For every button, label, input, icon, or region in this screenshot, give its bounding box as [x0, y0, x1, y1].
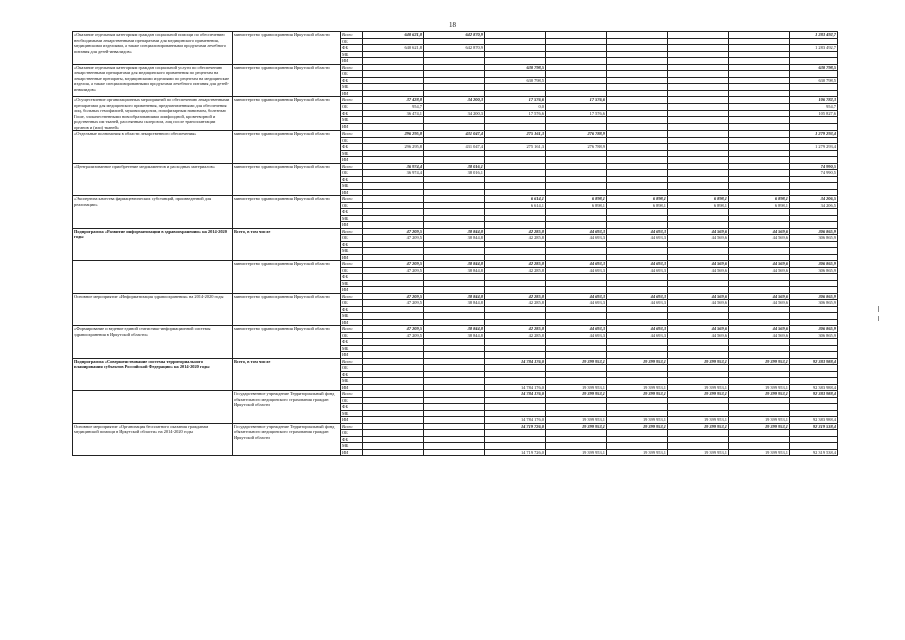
scan-mark — [878, 306, 879, 312]
year-amount-cell: 38 844,8 — [424, 235, 485, 242]
year-amount-cell: 34 200,3 — [424, 110, 485, 117]
year-amount-cell — [546, 117, 607, 124]
year-amount-cell: 36 974,4 — [363, 170, 424, 177]
total-cell: 306 865,9 — [790, 326, 838, 333]
responsible-executor: министерство здравоохранения Иркутской области — [233, 64, 341, 97]
year-amount-cell: 6 898,1 — [668, 196, 729, 203]
year-amount-cell: 642 870,9 — [424, 45, 485, 52]
total-cell: 92 319 538,4 — [790, 423, 838, 430]
responsible-executor: министерство здравоохранения Иркутской области — [233, 163, 341, 196]
year-amount-cell: 14 784 176,0 — [485, 391, 546, 398]
responsible-executor: министерство здравоохранения Иркутской области — [233, 196, 341, 229]
funding-source: ФБ — [341, 144, 363, 151]
year-amount-cell: 34 200,3 — [424, 97, 485, 104]
year-amount-cell — [729, 110, 790, 117]
year-amount-cell — [729, 97, 790, 104]
year-amount-cell: 38 844,8 — [424, 228, 485, 235]
year-amount-cell: 19 399 953,1 — [668, 358, 729, 365]
funding-source: ОБ — [341, 103, 363, 110]
funding-source: МБ — [341, 410, 363, 417]
year-amount-cell: 44 693,3 — [546, 261, 607, 268]
funding-source: ФБ — [341, 241, 363, 248]
year-amount-cell: 17 576,6 — [546, 110, 607, 117]
funding-source: ФБ — [341, 209, 363, 216]
year-amount-cell: 42 285,8 — [485, 261, 546, 268]
measure-description — [73, 261, 233, 294]
funding-source: МБ — [341, 378, 363, 385]
year-amount-cell: 47 209,5 — [363, 293, 424, 300]
year-amount-cell: 44 569,6 — [729, 261, 790, 268]
funding-source: Всего — [341, 97, 363, 104]
year-amount-cell — [546, 103, 607, 110]
year-amount-cell: 38 844,8 — [424, 300, 485, 307]
year-amount-cell — [363, 117, 424, 124]
measure-description: «Оказание отдельным категориям граждан социальной услуги по обеспечению лекарственными препаратами для медицинского применения по рецептам на лекарственные препараты, медицинскими изделиями по рецептам на медицинские изделия, а также специализированными продуктами лечебного питания для детей-инвалидов» — [73, 64, 233, 97]
total-cell: 106 782,3 — [790, 97, 838, 104]
year-amount-cell — [729, 124, 790, 131]
funding-source: МБ — [341, 84, 363, 91]
total-cell: 1 283 492,7 — [790, 32, 838, 39]
year-amount-cell: 296 295,8 — [363, 131, 424, 138]
budget-table — [72, 31, 838, 456]
funding-source: Всего — [341, 131, 363, 138]
year-amount-cell: 6 898,1 — [729, 202, 790, 209]
year-amount-cell: 44 569,6 — [729, 267, 790, 274]
year-amount-cell: 36 974,4 — [363, 163, 424, 170]
year-amount-cell — [668, 110, 729, 117]
total-cell: 306 865,9 — [790, 267, 838, 274]
total-cell: 92 319 538,4 — [790, 449, 838, 456]
year-amount-cell: 36 474,1 — [363, 110, 424, 117]
total-cell — [790, 124, 838, 131]
total-cell: 306 865,9 — [790, 228, 838, 235]
year-amount-cell — [668, 97, 729, 104]
year-amount-cell: 17 576,6 — [485, 97, 546, 104]
responsible-executor: Всего, в том числе — [233, 228, 341, 261]
year-amount-cell: 44 693,3 — [607, 267, 668, 274]
measure-description: «Формирование и ведение единой статистико-информационной системы здравоохранения в Иркутской области» — [73, 326, 233, 359]
year-amount-cell: 44 569,6 — [668, 228, 729, 235]
funding-source: МБ — [341, 443, 363, 450]
funding-source: ОБ — [341, 170, 363, 177]
year-amount-cell: 44 569,6 — [729, 228, 790, 235]
year-amount-cell: 44 693,3 — [546, 235, 607, 242]
year-amount-cell: 6 898,1 — [729, 196, 790, 203]
responsible-executor: министерство здравоохранения Иркутской области — [233, 97, 341, 131]
funding-source: МБ — [341, 313, 363, 320]
year-amount-cell: 17 576,6 — [546, 97, 607, 104]
total-cell: 1 283 492,7 — [790, 45, 838, 52]
year-amount-cell: 38 844,8 — [424, 326, 485, 333]
funding-source: ОБ — [341, 71, 363, 78]
total-cell: 306 865,9 — [790, 300, 838, 307]
year-amount-cell: 0,0 — [485, 103, 546, 110]
funding-source: ОБ — [341, 300, 363, 307]
year-amount-cell: 44 569,6 — [729, 235, 790, 242]
total-cell: 74 990,5 — [790, 170, 838, 177]
funding-source: ФБ — [341, 371, 363, 378]
funding-source: Всего — [341, 228, 363, 235]
year-amount-cell: 44 569,6 — [668, 326, 729, 333]
year-amount-cell: 19 399 953,1 — [729, 449, 790, 456]
funding-source: ФБ — [341, 176, 363, 183]
funding-source: Всего — [341, 196, 363, 203]
year-amount-cell: 19 399 953,1 — [668, 384, 729, 391]
responsible-executor: Государственное учреждение Территориальный фонд обязательного медицинского страхования граждан Иркутской области — [233, 391, 341, 424]
year-amount-cell: 38 016,1 — [424, 163, 485, 170]
total-cell: 306 865,9 — [790, 261, 838, 268]
year-amount-cell — [607, 97, 668, 104]
total-cell: 1 279 293,4 — [790, 131, 838, 138]
year-amount-cell: 276 788,9 — [546, 131, 607, 138]
total-cell: 92 383 988,4 — [790, 417, 838, 424]
year-amount-cell: 6 898,1 — [607, 202, 668, 209]
year-amount-cell: 42 285,8 — [485, 267, 546, 274]
funding-source: ФБ — [341, 110, 363, 117]
year-amount-cell: 44 693,3 — [607, 326, 668, 333]
year-amount-cell: 19 399 953,1 — [668, 423, 729, 430]
funding-source: ИИ — [341, 124, 363, 131]
total-cell: 630 798,5 — [790, 64, 838, 71]
funding-source: ИИ — [341, 157, 363, 164]
year-amount-cell: 19 399 953,1 — [546, 417, 607, 424]
funding-source: ОБ — [341, 365, 363, 372]
year-amount-cell: 276 788,9 — [546, 144, 607, 151]
year-amount-cell: 38 016,1 — [424, 170, 485, 177]
year-amount-cell: 19 399 953,1 — [729, 391, 790, 398]
funding-source: ОБ — [341, 430, 363, 437]
total-cell: 92 383 988,4 — [790, 384, 838, 391]
year-amount-cell — [668, 117, 729, 124]
total-cell: 306 865,9 — [790, 235, 838, 242]
year-amount-cell: 19 399 953,1 — [607, 449, 668, 456]
year-amount-cell — [363, 449, 424, 456]
year-amount-cell: 296 295,8 — [363, 144, 424, 151]
year-amount-cell: 19 399 953,1 — [607, 391, 668, 398]
year-amount-cell: 19 399 953,1 — [729, 423, 790, 430]
year-amount-cell: 42 285,8 — [485, 300, 546, 307]
funding-source: ОБ — [341, 332, 363, 339]
total-cell: 105 827,6 — [790, 110, 838, 117]
funding-source: ОБ — [341, 397, 363, 404]
funding-source: Всего — [341, 423, 363, 430]
year-amount-cell: 37 428,8 — [363, 97, 424, 104]
responsible-executor: министерство здравоохранения Иркутской области — [233, 326, 341, 359]
total-cell: 306 865,9 — [790, 293, 838, 300]
measure-description: «Оказание отдельным категориям граждан социальной помощи по обеспечению необходимыми лекарственными препаратами для медицинского применения, медицинскими изделиями, а также специализированными продуктами лечебного питания для детей-инвалидов» — [73, 32, 233, 65]
funding-source: ОБ — [341, 235, 363, 242]
funding-source: Всего — [341, 32, 363, 39]
year-amount-cell: 38 844,8 — [424, 267, 485, 274]
year-amount-cell: 44 693,3 — [546, 300, 607, 307]
year-amount-cell: 19 399 953,1 — [729, 384, 790, 391]
funding-source: МБ — [341, 280, 363, 287]
funding-source: Всего — [341, 163, 363, 170]
year-amount-cell: 44 569,6 — [668, 235, 729, 242]
year-amount-cell: 6 614,1 — [485, 202, 546, 209]
funding-source: Всего — [341, 261, 363, 268]
funding-source: ИИ — [341, 58, 363, 65]
year-amount-cell: 44 569,6 — [729, 300, 790, 307]
year-amount-cell: 44 569,6 — [668, 293, 729, 300]
year-amount-cell: 6 614,1 — [485, 196, 546, 203]
responsible-executor: министерство здравоохранения Иркутской области — [233, 293, 341, 326]
funding-source: ФБ — [341, 436, 363, 443]
funding-source: ИИ — [341, 319, 363, 326]
year-amount-cell: 44 693,3 — [607, 235, 668, 242]
year-amount-cell: 44 569,6 — [729, 293, 790, 300]
year-amount-cell — [424, 103, 485, 110]
year-amount-cell: 431 047,4 — [424, 144, 485, 151]
funding-source: Всего — [341, 358, 363, 365]
responsible-executor: министерство здравоохранения Иркутской области — [233, 131, 341, 164]
year-amount-cell — [668, 124, 729, 131]
year-amount-cell: 275 161,3 — [485, 144, 546, 151]
year-amount-cell: 44 569,6 — [668, 332, 729, 339]
responsible-executor: министерство здравоохранения Иркутской области — [233, 261, 341, 294]
year-amount-cell — [363, 124, 424, 131]
year-amount-cell: 42 285,8 — [485, 332, 546, 339]
page-number: 18 — [449, 21, 456, 29]
year-amount-cell: 44 693,3 — [607, 300, 668, 307]
year-amount-cell: 19 399 953,1 — [729, 417, 790, 424]
funding-source: ОБ — [341, 38, 363, 45]
year-amount-cell: 17 576,6 — [485, 110, 546, 117]
year-amount-cell: 630 798,5 — [485, 77, 546, 84]
funding-source: ИИ — [341, 90, 363, 97]
year-amount-cell: 44 569,6 — [668, 261, 729, 268]
year-amount-cell: 47 209,5 — [363, 326, 424, 333]
year-amount-cell: 6 898,1 — [546, 202, 607, 209]
total-cell: 92 383 988,4 — [790, 358, 838, 365]
year-amount-cell: 44 569,6 — [729, 326, 790, 333]
year-amount-cell: 44 693,3 — [546, 332, 607, 339]
year-amount-cell: 19 399 953,1 — [546, 358, 607, 365]
year-amount-cell — [424, 117, 485, 124]
year-amount-cell — [607, 103, 668, 110]
year-amount-cell: 19 399 953,1 — [607, 417, 668, 424]
year-amount-cell: 19 399 953,1 — [668, 417, 729, 424]
measure-description: «Осуществление организационных мероприятий по обеспечению лекарственными препаратами для медицинского применения, предназначенными для обеспечения лиц, больных гемофилией, муковисцидозом, гипофизарным нанизмом, болезнью Гоше, злокачественными новообразованиями лимфоидной, кроветворной и родственных им тканей, рассеянным склерозом, лиц после трансплантации органов и (или) тканей» — [73, 97, 233, 131]
total-cell — [790, 117, 838, 124]
year-amount-cell: 14 719 726,0 — [485, 423, 546, 430]
year-amount-cell: 42 285,8 — [485, 326, 546, 333]
year-amount-cell: 431 047,4 — [424, 131, 485, 138]
total-cell: 630 798,5 — [790, 77, 838, 84]
year-amount-cell: 19 399 953,1 — [729, 358, 790, 365]
total-cell: 34 206,5 — [790, 202, 838, 209]
year-amount-cell: 44 569,6 — [668, 300, 729, 307]
funding-source: МБ — [341, 51, 363, 58]
year-amount-cell: 47 209,5 — [363, 235, 424, 242]
funding-source: Всего — [341, 64, 363, 71]
year-amount-cell: 19 399 953,1 — [607, 423, 668, 430]
year-amount-cell: 14 784 176,0 — [485, 384, 546, 391]
year-amount-cell: 19 399 953,1 — [546, 423, 607, 430]
year-amount-cell: 44 693,3 — [546, 267, 607, 274]
year-amount-cell: 47 209,5 — [363, 228, 424, 235]
responsible-executor: Всего, в том числе — [233, 358, 341, 391]
funding-source: МБ — [341, 345, 363, 352]
funding-source: ФБ — [341, 45, 363, 52]
measure-description: «Централизованное приобретение медикаментов и расходных материалов» — [73, 163, 233, 196]
year-amount-cell: 47 209,5 — [363, 332, 424, 339]
year-amount-cell: 19 399 953,1 — [546, 391, 607, 398]
funding-source: МБ — [341, 150, 363, 157]
year-amount-cell: 6 898,1 — [668, 202, 729, 209]
funding-source: Всего — [341, 326, 363, 333]
year-amount-cell: 47 209,5 — [363, 267, 424, 274]
year-amount-cell — [729, 117, 790, 124]
total-cell: 34 206,5 — [790, 196, 838, 203]
year-amount-cell: 44 693,3 — [546, 293, 607, 300]
year-amount-cell — [607, 124, 668, 131]
total-cell: 74 990,5 — [790, 163, 838, 170]
funding-source: ИИ — [341, 254, 363, 261]
year-amount-cell: 14 784 176,0 — [485, 358, 546, 365]
funding-source: МБ — [341, 183, 363, 190]
year-amount-cell: 38 844,8 — [424, 332, 485, 339]
funding-source: ИИ — [341, 189, 363, 196]
scan-mark — [878, 316, 879, 321]
funding-source: МБ — [341, 248, 363, 255]
year-amount-cell: 19 399 953,1 — [607, 358, 668, 365]
year-amount-cell — [729, 103, 790, 110]
total-cell: 954,7 — [790, 103, 838, 110]
year-amount-cell: 42 285,8 — [485, 228, 546, 235]
year-amount-cell — [546, 124, 607, 131]
funding-source: ФБ — [341, 306, 363, 313]
measure-description: «Отдельные полномочия в области лекарственного обеспечения» — [73, 131, 233, 164]
funding-source: ИИ — [341, 352, 363, 359]
year-amount-cell — [607, 110, 668, 117]
year-amount-cell: 44 569,6 — [668, 267, 729, 274]
year-amount-cell — [668, 103, 729, 110]
year-amount-cell: 44 693,3 — [546, 228, 607, 235]
funding-source: Всего — [341, 391, 363, 398]
year-amount-cell: 14 784 176,0 — [485, 417, 546, 424]
funding-source: Всего — [341, 293, 363, 300]
measure-description: Основное мероприятие «Организация бесплатного оказания гражданам медицинской помощи в Иркутской области» на 2014-2020 годы — [73, 423, 233, 456]
funding-source: ФБ — [341, 339, 363, 346]
measure-description: Подпрограмма «Развитие информатизации в здравоохранении» на 2014-2020 годы — [73, 228, 233, 261]
funding-source: ФБ — [341, 274, 363, 281]
table-row — [73, 97, 838, 104]
funding-source: МБ — [341, 215, 363, 222]
funding-source: ИИ — [341, 222, 363, 229]
year-amount-cell — [424, 449, 485, 456]
year-amount-cell: 44 693,3 — [607, 261, 668, 268]
year-amount-cell: 19 399 953,1 — [546, 449, 607, 456]
year-amount-cell — [485, 117, 546, 124]
year-amount-cell: 42 285,8 — [485, 235, 546, 242]
year-amount-cell: 44 693,3 — [607, 332, 668, 339]
year-amount-cell: 19 399 953,1 — [668, 449, 729, 456]
year-amount-cell: 640 621,8 — [363, 32, 424, 39]
year-amount-cell — [424, 124, 485, 131]
measure-description: Подпрограмма «Совершенствование системы территориального планирования субъектов Российской Федерации» на 2014-2020 годы — [73, 358, 233, 391]
year-amount-cell: 44 693,3 — [607, 228, 668, 235]
year-amount-cell — [485, 124, 546, 131]
year-amount-cell: 19 399 953,1 — [607, 384, 668, 391]
total-cell: 306 865,9 — [790, 332, 838, 339]
total-cell: 92 383 988,4 — [790, 391, 838, 398]
year-amount-cell: 642 870,9 — [424, 32, 485, 39]
total-cell: 1 279 293,4 — [790, 144, 838, 151]
year-amount-cell: 42 285,8 — [485, 293, 546, 300]
funding-source: ОБ — [341, 267, 363, 274]
measure-description: «Экспертиза качества фармацевтических субстанций, произведенной для реализации» — [73, 196, 233, 229]
measure-description — [73, 391, 233, 424]
year-amount-cell: 44 693,3 — [607, 293, 668, 300]
year-amount-cell: 275 161,3 — [485, 131, 546, 138]
year-amount-cell: 44 693,3 — [546, 326, 607, 333]
year-amount-cell: 38 844,8 — [424, 293, 485, 300]
funding-source: ОБ — [341, 137, 363, 144]
year-amount-cell: 954,7 — [363, 103, 424, 110]
year-amount-cell: 47 209,5 — [363, 261, 424, 268]
measure-description: Основное мероприятие «Информатизация здравоохранения» на 2014-2020 годы — [73, 293, 233, 326]
funding-source: ИИ — [341, 449, 363, 456]
funding-source: ИИ — [341, 417, 363, 424]
year-amount-cell: 640 621,8 — [363, 45, 424, 52]
year-amount-cell: 14 719 726,0 — [485, 449, 546, 456]
funding-source: ИИ — [341, 287, 363, 294]
responsible-executor: Государственное учреждение Территориальный фонд обязательного медицинского страхования граждан Иркутской области — [233, 423, 341, 456]
year-amount-cell: 6 898,1 — [546, 196, 607, 203]
funding-source: ФБ — [341, 404, 363, 411]
year-amount-cell: 44 569,6 — [729, 332, 790, 339]
year-amount-cell — [607, 117, 668, 124]
year-amount-cell: 47 209,5 — [363, 300, 424, 307]
funding-source: ОБ — [341, 202, 363, 209]
year-amount-cell: 630 798,5 — [485, 64, 546, 71]
year-amount-cell: 6 898,1 — [607, 196, 668, 203]
year-amount-cell: 19 399 953,1 — [546, 384, 607, 391]
funding-source: ФБ — [341, 77, 363, 84]
funding-source: ИИ — [341, 384, 363, 391]
responsible-executor: министерство здравоохранения Иркутской области — [233, 32, 341, 65]
table-body — [73, 32, 838, 456]
year-amount-cell: 38 844,8 — [424, 261, 485, 268]
funding-source: МБ — [341, 117, 363, 124]
year-amount-cell: 19 399 953,1 — [668, 391, 729, 398]
